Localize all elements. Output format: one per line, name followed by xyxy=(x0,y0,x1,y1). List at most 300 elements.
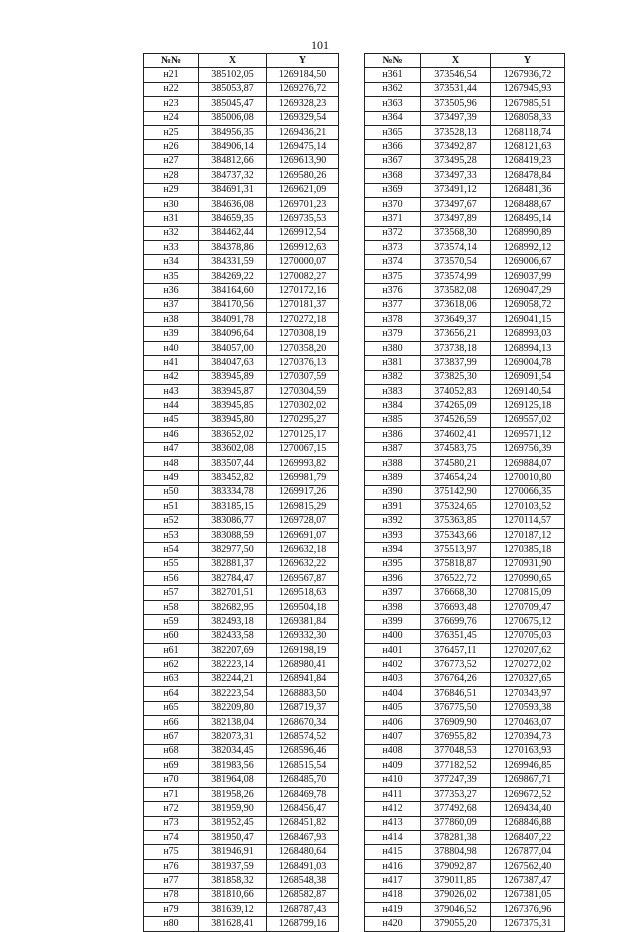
table-row xyxy=(365,485,565,499)
x-coordinate-cell: 377182,52 xyxy=(421,759,491,773)
x-coordinate-cell: 383185,15 xyxy=(199,500,267,514)
point-number-cell: н73 xyxy=(144,816,199,830)
table-row xyxy=(144,500,339,514)
y-coordinate-cell: 1270187,12 xyxy=(491,528,565,542)
y-coordinate-cell: 1269884,07 xyxy=(491,456,565,470)
x-coordinate-cell: 381950,47 xyxy=(199,831,267,845)
x-coordinate-cell: 374580,21 xyxy=(421,456,491,470)
y-coordinate-cell: 1270000,07 xyxy=(267,255,339,269)
y-coordinate-cell: 1269125,18 xyxy=(491,399,565,413)
x-coordinate-cell: 379011,85 xyxy=(421,874,491,888)
y-coordinate-cell: 1268118,74 xyxy=(491,125,565,139)
y-coordinate-cell: 1269815,29 xyxy=(267,500,339,514)
table-row xyxy=(144,514,339,528)
table-row xyxy=(144,831,339,845)
y-coordinate-cell: 1268994,13 xyxy=(491,341,565,355)
point-number-cell: н50 xyxy=(144,485,199,499)
table-row xyxy=(365,341,565,355)
x-coordinate-cell: 374052,83 xyxy=(421,384,491,398)
x-coordinate-cell: 382701,51 xyxy=(199,586,267,600)
point-number-cell: н403 xyxy=(365,672,421,686)
x-coordinate-cell: 384047,63 xyxy=(199,356,267,370)
y-coordinate-cell: 1270931,90 xyxy=(491,557,565,571)
x-coordinate-cell: 377353,27 xyxy=(421,787,491,801)
table-row xyxy=(365,917,565,931)
y-coordinate-cell: 1269557,02 xyxy=(491,413,565,427)
x-coordinate-cell: 373574,99 xyxy=(421,269,491,283)
y-coordinate-cell: 1270358,20 xyxy=(267,341,339,355)
point-number-cell: н382 xyxy=(365,370,421,384)
point-number-cell: н56 xyxy=(144,572,199,586)
y-coordinate-cell: 1268993,03 xyxy=(491,327,565,341)
table-row xyxy=(365,586,565,600)
y-coordinate-cell: 1268990,89 xyxy=(491,226,565,240)
table-row xyxy=(144,629,339,643)
y-coordinate-cell: 1269004,78 xyxy=(491,356,565,370)
point-number-cell: н53 xyxy=(144,528,199,542)
x-coordinate-cell: 384737,32 xyxy=(199,169,267,183)
table-row xyxy=(365,97,565,111)
y-coordinate-cell: 1268846,88 xyxy=(491,816,565,830)
y-coordinate-cell: 1268582,87 xyxy=(267,888,339,902)
point-number-cell: н373 xyxy=(365,241,421,255)
point-number-cell: н400 xyxy=(365,629,421,643)
x-coordinate-cell: 381639,12 xyxy=(199,903,267,917)
y-coordinate-cell: 1269504,18 xyxy=(267,600,339,614)
point-number-cell: н377 xyxy=(365,298,421,312)
table-header-row xyxy=(365,54,565,68)
x-coordinate-cell: 385053,87 xyxy=(199,82,267,96)
point-number-cell: н71 xyxy=(144,787,199,801)
y-coordinate-cell: 1270709,47 xyxy=(491,600,565,614)
x-coordinate-cell: 373528,13 xyxy=(421,125,491,139)
x-coordinate-cell: 382209,80 xyxy=(199,701,267,715)
y-coordinate-cell: 1268596,46 xyxy=(267,744,339,758)
point-number-cell: н57 xyxy=(144,586,199,600)
point-number-cell: н397 xyxy=(365,586,421,600)
y-coordinate-cell: 1268799,16 xyxy=(267,917,339,931)
y-coordinate-cell: 1269580,26 xyxy=(267,169,339,183)
point-number-cell: н392 xyxy=(365,514,421,528)
x-coordinate-cell: 376522,72 xyxy=(421,572,491,586)
y-coordinate-cell: 1268515,54 xyxy=(267,759,339,773)
point-number-cell: н393 xyxy=(365,528,421,542)
point-number-cell: н395 xyxy=(365,557,421,571)
table-row xyxy=(365,226,565,240)
table-row xyxy=(144,917,339,931)
x-coordinate-cell: 373568,30 xyxy=(421,226,491,240)
table-row xyxy=(144,255,339,269)
point-number-cell: н68 xyxy=(144,744,199,758)
y-coordinate-cell: 1270327,65 xyxy=(491,672,565,686)
table-row xyxy=(365,687,565,701)
point-number-cell: н40 xyxy=(144,341,199,355)
y-coordinate-cell: 1268480,64 xyxy=(267,845,339,859)
point-number-cell: н419 xyxy=(365,903,421,917)
table-row xyxy=(365,802,565,816)
y-coordinate-cell: 1269037,99 xyxy=(491,269,565,283)
table-row xyxy=(144,212,339,226)
table-row xyxy=(365,442,565,456)
table-row xyxy=(144,97,339,111)
y-coordinate-cell: 1269140,54 xyxy=(491,384,565,398)
y-coordinate-cell: 1268980,41 xyxy=(267,658,339,672)
table-row xyxy=(144,456,339,470)
y-coordinate-cell: 1270067,15 xyxy=(267,442,339,456)
point-number-cell: н406 xyxy=(365,715,421,729)
y-coordinate-cell: 1270308,19 xyxy=(267,327,339,341)
x-coordinate-cell: 382682,95 xyxy=(199,600,267,614)
point-number-cell: н389 xyxy=(365,471,421,485)
x-coordinate-cell: 374265,09 xyxy=(421,399,491,413)
point-number-cell: н45 xyxy=(144,413,199,427)
y-coordinate-cell: 1268467,93 xyxy=(267,831,339,845)
point-number-cell: н27 xyxy=(144,154,199,168)
point-number-cell: н385 xyxy=(365,413,421,427)
point-number-cell: н70 xyxy=(144,773,199,787)
point-number-cell: н63 xyxy=(144,672,199,686)
point-number-cell: н44 xyxy=(144,399,199,413)
table-row xyxy=(144,82,339,96)
point-number-cell: н417 xyxy=(365,874,421,888)
table-row xyxy=(365,672,565,686)
x-coordinate-cell: 379092,87 xyxy=(421,859,491,873)
table-row xyxy=(144,399,339,413)
x-coordinate-cell: 381958,26 xyxy=(199,787,267,801)
x-coordinate-cell: 376773,52 xyxy=(421,658,491,672)
point-number-cell: н368 xyxy=(365,169,421,183)
header-x: X xyxy=(199,54,267,68)
point-number-cell: н367 xyxy=(365,154,421,168)
y-coordinate-cell: 1268481,36 xyxy=(491,183,565,197)
point-number-cell: н387 xyxy=(365,442,421,456)
y-coordinate-cell: 1270272,18 xyxy=(267,313,339,327)
table-row xyxy=(144,557,339,571)
x-coordinate-cell: 377247,39 xyxy=(421,773,491,787)
y-coordinate-cell: 1268992,12 xyxy=(491,241,565,255)
y-coordinate-cell: 1269006,67 xyxy=(491,255,565,269)
x-coordinate-cell: 382244,21 xyxy=(199,672,267,686)
x-coordinate-cell: 373505,96 xyxy=(421,97,491,111)
point-number-cell: н372 xyxy=(365,226,421,240)
y-coordinate-cell: 1270302,02 xyxy=(267,399,339,413)
x-coordinate-cell: 383334,78 xyxy=(199,485,267,499)
x-coordinate-cell: 376775,50 xyxy=(421,701,491,715)
x-coordinate-cell: 381952,45 xyxy=(199,816,267,830)
y-coordinate-cell: 1268941,84 xyxy=(267,672,339,686)
y-coordinate-cell: 1269613,90 xyxy=(267,154,339,168)
point-number-cell: н378 xyxy=(365,313,421,327)
x-coordinate-cell: 375343,66 xyxy=(421,528,491,542)
table-row xyxy=(365,212,565,226)
point-number-cell: н371 xyxy=(365,212,421,226)
point-number-cell: н380 xyxy=(365,341,421,355)
table-row xyxy=(144,197,339,211)
table-row xyxy=(365,428,565,442)
x-coordinate-cell: 375818,87 xyxy=(421,557,491,571)
point-number-cell: н396 xyxy=(365,572,421,586)
y-coordinate-cell: 1270066,35 xyxy=(491,485,565,499)
point-number-cell: н398 xyxy=(365,600,421,614)
table-row xyxy=(144,125,339,139)
y-coordinate-cell: 1268451,82 xyxy=(267,816,339,830)
x-coordinate-cell: 383945,89 xyxy=(199,370,267,384)
y-coordinate-cell: 1269041,15 xyxy=(491,313,565,327)
table-row xyxy=(365,888,565,902)
table-row xyxy=(144,845,339,859)
x-coordinate-cell: 376693,48 xyxy=(421,600,491,614)
point-number-cell: н65 xyxy=(144,701,199,715)
point-number-cell: н51 xyxy=(144,500,199,514)
table-row xyxy=(365,744,565,758)
point-number-cell: н41 xyxy=(144,356,199,370)
table-row xyxy=(144,874,339,888)
point-number-cell: н388 xyxy=(365,456,421,470)
table-row xyxy=(144,759,339,773)
table-row xyxy=(365,629,565,643)
table-row xyxy=(365,370,565,384)
x-coordinate-cell: 384096,64 xyxy=(199,327,267,341)
y-coordinate-cell: 1268407,22 xyxy=(491,831,565,845)
point-number-cell: н407 xyxy=(365,730,421,744)
x-coordinate-cell: 384691,31 xyxy=(199,183,267,197)
coordinates-table-left xyxy=(143,53,339,932)
y-coordinate-cell: 1270082,27 xyxy=(267,269,339,283)
table-row xyxy=(144,543,339,557)
y-coordinate-cell: 1267376,96 xyxy=(491,903,565,917)
x-coordinate-cell: 384378,86 xyxy=(199,241,267,255)
table-row xyxy=(365,715,565,729)
point-number-cell: н66 xyxy=(144,715,199,729)
y-coordinate-cell: 1269632,18 xyxy=(267,543,339,557)
y-coordinate-cell: 1269571,12 xyxy=(491,428,565,442)
y-coordinate-cell: 1270343,97 xyxy=(491,687,565,701)
x-coordinate-cell: 373497,89 xyxy=(421,212,491,226)
x-coordinate-cell: 384269,22 xyxy=(199,269,267,283)
point-number-cell: н415 xyxy=(365,845,421,859)
table-row xyxy=(144,644,339,658)
y-coordinate-cell: 1270675,12 xyxy=(491,615,565,629)
x-coordinate-cell: 377492,68 xyxy=(421,802,491,816)
table-row xyxy=(144,715,339,729)
x-coordinate-cell: 373495,28 xyxy=(421,154,491,168)
table-row xyxy=(365,255,565,269)
point-number-cell: н80 xyxy=(144,917,199,931)
y-coordinate-cell: 1270125,17 xyxy=(267,428,339,442)
x-coordinate-cell: 382138,04 xyxy=(199,715,267,729)
x-coordinate-cell: 382073,31 xyxy=(199,730,267,744)
table-row xyxy=(144,341,339,355)
x-coordinate-cell: 379026,02 xyxy=(421,888,491,902)
x-coordinate-cell: 373738,18 xyxy=(421,341,491,355)
table-row xyxy=(365,644,565,658)
y-coordinate-cell: 1267877,04 xyxy=(491,845,565,859)
table-row xyxy=(365,903,565,917)
table-row xyxy=(365,140,565,154)
table-row xyxy=(144,859,339,873)
y-coordinate-cell: 1268419,23 xyxy=(491,154,565,168)
x-coordinate-cell: 384956,35 xyxy=(199,125,267,139)
table-row xyxy=(144,140,339,154)
y-coordinate-cell: 1269632,22 xyxy=(267,557,339,571)
x-coordinate-cell: 382223,54 xyxy=(199,687,267,701)
x-coordinate-cell: 373570,54 xyxy=(421,255,491,269)
header-x: X xyxy=(421,54,491,68)
x-coordinate-cell: 376955,82 xyxy=(421,730,491,744)
x-coordinate-cell: 374654,24 xyxy=(421,471,491,485)
table-row xyxy=(144,615,339,629)
y-coordinate-cell: 1269276,72 xyxy=(267,82,339,96)
table-row xyxy=(365,615,565,629)
x-coordinate-cell: 384659,35 xyxy=(199,212,267,226)
x-coordinate-cell: 382784,47 xyxy=(199,572,267,586)
y-coordinate-cell: 1270304,59 xyxy=(267,384,339,398)
y-coordinate-cell: 1268548,38 xyxy=(267,874,339,888)
table-row xyxy=(365,284,565,298)
x-coordinate-cell: 383602,08 xyxy=(199,442,267,456)
x-coordinate-cell: 379046,52 xyxy=(421,903,491,917)
point-number-cell: н32 xyxy=(144,226,199,240)
y-coordinate-cell: 1269981,79 xyxy=(267,471,339,485)
x-coordinate-cell: 381946,91 xyxy=(199,845,267,859)
y-coordinate-cell: 1270181,37 xyxy=(267,298,339,312)
point-number-cell: н49 xyxy=(144,471,199,485)
table-row xyxy=(144,701,339,715)
x-coordinate-cell: 384170,56 xyxy=(199,298,267,312)
table-row xyxy=(144,888,339,902)
y-coordinate-cell: 1269735,53 xyxy=(267,212,339,226)
x-coordinate-cell: 384812,66 xyxy=(199,154,267,168)
y-coordinate-cell: 1268670,34 xyxy=(267,715,339,729)
point-number-cell: н54 xyxy=(144,543,199,557)
x-coordinate-cell: 381858,32 xyxy=(199,874,267,888)
x-coordinate-cell: 373825,30 xyxy=(421,370,491,384)
table-row xyxy=(144,687,339,701)
y-coordinate-cell: 1269328,23 xyxy=(267,97,339,111)
point-number-cell: н416 xyxy=(365,859,421,873)
point-number-cell: н412 xyxy=(365,802,421,816)
x-coordinate-cell: 383652,02 xyxy=(199,428,267,442)
y-coordinate-cell: 1268787,43 xyxy=(267,903,339,917)
point-number-cell: н29 xyxy=(144,183,199,197)
header-number: №№ xyxy=(144,54,199,68)
x-coordinate-cell: 381937,59 xyxy=(199,859,267,873)
y-coordinate-cell: 1268485,70 xyxy=(267,773,339,787)
point-number-cell: н64 xyxy=(144,687,199,701)
coordinates-table-right xyxy=(364,53,565,932)
y-coordinate-cell: 1269518,63 xyxy=(267,586,339,600)
table-row xyxy=(365,874,565,888)
y-coordinate-cell: 1269184,50 xyxy=(267,68,339,82)
x-coordinate-cell: 374583,75 xyxy=(421,442,491,456)
table-row xyxy=(365,269,565,283)
x-coordinate-cell: 373618,06 xyxy=(421,298,491,312)
x-coordinate-cell: 377860,09 xyxy=(421,816,491,830)
table-row xyxy=(144,586,339,600)
y-coordinate-cell: 1267936,72 xyxy=(491,68,565,82)
point-number-cell: н33 xyxy=(144,241,199,255)
y-coordinate-cell: 1269621,09 xyxy=(267,183,339,197)
x-coordinate-cell: 381810,66 xyxy=(199,888,267,902)
point-number-cell: н394 xyxy=(365,543,421,557)
x-coordinate-cell: 384091,78 xyxy=(199,313,267,327)
point-number-cell: н364 xyxy=(365,111,421,125)
y-coordinate-cell: 1268456,47 xyxy=(267,802,339,816)
x-coordinate-cell: 382223,14 xyxy=(199,658,267,672)
y-coordinate-cell: 1270307,59 xyxy=(267,370,339,384)
point-number-cell: н391 xyxy=(365,500,421,514)
table-row xyxy=(365,313,565,327)
table-row xyxy=(365,241,565,255)
x-coordinate-cell: 383945,85 xyxy=(199,399,267,413)
table-row xyxy=(365,831,565,845)
x-coordinate-cell: 385045,47 xyxy=(199,97,267,111)
table-row xyxy=(144,298,339,312)
x-coordinate-cell: 376699,76 xyxy=(421,615,491,629)
x-coordinate-cell: 385006,08 xyxy=(199,111,267,125)
table-row xyxy=(144,183,339,197)
x-coordinate-cell: 374526,59 xyxy=(421,413,491,427)
x-coordinate-cell: 374602,41 xyxy=(421,428,491,442)
y-coordinate-cell: 1269198,19 xyxy=(267,644,339,658)
table-row xyxy=(365,471,565,485)
point-number-cell: н42 xyxy=(144,370,199,384)
y-coordinate-cell: 1268058,33 xyxy=(491,111,565,125)
point-number-cell: н78 xyxy=(144,888,199,902)
x-coordinate-cell: 383452,82 xyxy=(199,471,267,485)
point-number-cell: н38 xyxy=(144,313,199,327)
x-coordinate-cell: 378804,98 xyxy=(421,845,491,859)
y-coordinate-cell: 1269475,14 xyxy=(267,140,339,154)
table-row xyxy=(144,572,339,586)
point-number-cell: н31 xyxy=(144,212,199,226)
point-number-cell: н52 xyxy=(144,514,199,528)
y-coordinate-cell: 1270394,73 xyxy=(491,730,565,744)
point-number-cell: н72 xyxy=(144,802,199,816)
table-row xyxy=(365,413,565,427)
header-y: Y xyxy=(491,54,565,68)
point-number-cell: н75 xyxy=(144,845,199,859)
x-coordinate-cell: 381964,08 xyxy=(199,773,267,787)
point-number-cell: н384 xyxy=(365,399,421,413)
table-row xyxy=(144,284,339,298)
table-row xyxy=(144,356,339,370)
table-row xyxy=(365,572,565,586)
table-row xyxy=(144,903,339,917)
point-number-cell: н21 xyxy=(144,68,199,82)
y-coordinate-cell: 1267375,31 xyxy=(491,917,565,931)
y-coordinate-cell: 1269701,23 xyxy=(267,197,339,211)
x-coordinate-cell: 373497,67 xyxy=(421,197,491,211)
x-coordinate-cell: 376668,30 xyxy=(421,586,491,600)
table-row xyxy=(144,226,339,240)
y-coordinate-cell: 1270705,03 xyxy=(491,629,565,643)
y-coordinate-cell: 1269381,84 xyxy=(267,615,339,629)
x-coordinate-cell: 382433,58 xyxy=(199,629,267,643)
table-row xyxy=(144,528,339,542)
y-coordinate-cell: 1269434,40 xyxy=(491,802,565,816)
point-number-cell: н408 xyxy=(365,744,421,758)
point-number-cell: н370 xyxy=(365,197,421,211)
point-number-cell: н48 xyxy=(144,456,199,470)
table-row xyxy=(144,111,339,125)
table-row xyxy=(365,82,565,96)
table-row xyxy=(365,169,565,183)
y-coordinate-cell: 1268719,37 xyxy=(267,701,339,715)
table-row xyxy=(365,399,565,413)
point-number-cell: н22 xyxy=(144,82,199,96)
x-coordinate-cell: 377048,53 xyxy=(421,744,491,758)
